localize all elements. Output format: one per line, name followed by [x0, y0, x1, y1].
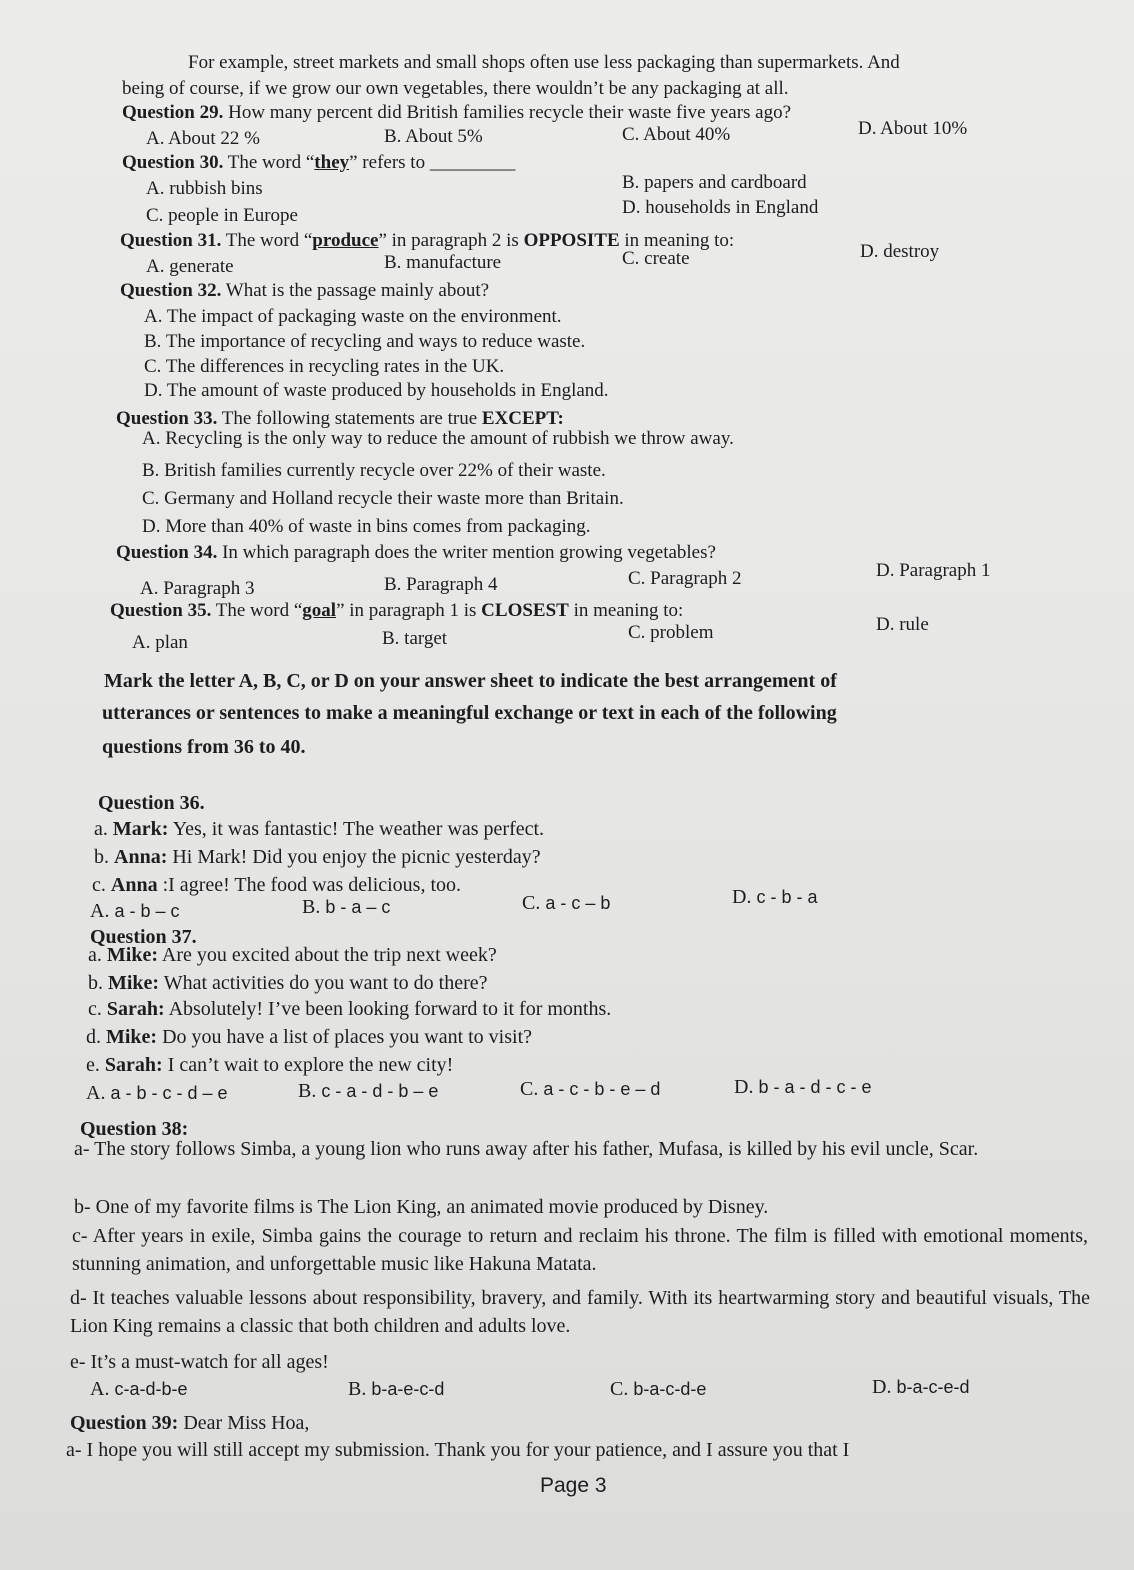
option-letter: D. — [732, 886, 752, 908]
keyword-opposite: OPPOSITE — [523, 230, 620, 251]
q35-option-a: A. plan — [132, 632, 188, 653]
q35-option-b: B. target — [382, 628, 448, 649]
speaker-name: Mike: — [106, 1026, 158, 1048]
option-text: a - c - b - e – d — [538, 1079, 661, 1099]
option-text: b-a-e-c-d — [366, 1379, 445, 1399]
q29-option-d: D. About 10% — [858, 118, 968, 139]
instruction-line-3: questions from 36 to 40. — [102, 736, 306, 758]
q38-option-b — [348, 1378, 444, 1400]
utterance: :I agree! The food was delicious, too. — [157, 874, 462, 896]
q31-option-b: B. manufacture — [384, 252, 502, 273]
question-29 — [122, 102, 791, 124]
option-letter: A. — [86, 1082, 106, 1104]
question-label: Question 32. — [120, 280, 222, 301]
option-text: a - b - c - d – e — [105, 1083, 228, 1103]
option-letter: B. — [302, 896, 321, 918]
keyword-closest: CLOSEST — [481, 600, 569, 621]
question-text-pre: The word “ — [223, 152, 315, 173]
option-letter: C. — [522, 892, 541, 914]
option-letter: A. — [90, 1378, 110, 1400]
option-letter: D. — [872, 1376, 892, 1398]
utterance: Do you have a list of places you want to visit? — [157, 1026, 533, 1048]
speaker-name: Mike: — [108, 972, 160, 994]
q37-option-c — [520, 1078, 660, 1100]
q38-option-d — [872, 1376, 969, 1398]
q36-line-a — [94, 818, 544, 840]
q29-option-b: B. About 5% — [384, 126, 483, 147]
q32-option-a: A. The impact of packaging waste on the environment. — [144, 306, 562, 327]
q37-line-c — [88, 998, 611, 1020]
q38-sentence-d: d- It teaches valuable lessons about responsibility, bravery, and family. With its heartwarming story and beautiful visuals, The Lion King remains a classic that both children and adults love. — [70, 1287, 1090, 1337]
q37-line-e — [86, 1054, 453, 1076]
q33-option-b: B. British families currently recycle over 22% of their waste. — [142, 460, 606, 481]
keyword-produce: produce — [312, 230, 379, 251]
keyword-they: they — [314, 152, 350, 173]
question-label: Question 29. — [122, 102, 224, 123]
option-text: a - c – b — [540, 893, 611, 913]
question-text-post: in meaning to: — [619, 230, 735, 251]
q38-sentence-e: e- It’s a must-watch for all ages! — [70, 1351, 329, 1373]
q37-line-b — [88, 972, 488, 994]
utterance: I can’t wait to explore the new city! — [162, 1054, 454, 1076]
q36-option-a — [90, 900, 179, 922]
instruction-line-2: utterances or sentences to make a meaningful exchange or text in each of the following — [102, 702, 837, 724]
speaker-name: Sarah: — [106, 998, 165, 1020]
q39-sentence-a: a- I hope you will still accept my submission. Thank you for your patience, and I assure you that I — [66, 1439, 850, 1461]
utterance: Are you excited about the trip next week? — [157, 944, 497, 966]
question-text: What is the passage mainly about? — [221, 280, 490, 301]
speaker-name: Anna — [110, 874, 158, 896]
q37-option-b — [298, 1080, 438, 1102]
q34-option-d: D. Paragraph 1 — [876, 560, 991, 581]
item-letter: b. — [94, 846, 114, 868]
option-letter: B. — [348, 1378, 367, 1400]
question-text-pre: The word “ — [211, 600, 303, 621]
question-text-pre: The word “ — [221, 230, 313, 251]
q35-option-c: C. problem — [628, 622, 714, 643]
question-label: Question 35. — [110, 600, 212, 621]
q33-option-d: D. More than 40% of waste in bins comes from packaging. — [142, 516, 591, 537]
q30-option-c: C. people in Europe — [146, 205, 298, 226]
question-36-label: Question 36. — [98, 792, 205, 814]
option-letter: A. — [90, 900, 110, 922]
q37-option-d — [734, 1076, 871, 1098]
option-text: c - a - d - b – e — [316, 1081, 439, 1101]
utterance: What activities do you want to do there? — [159, 972, 488, 994]
intro-line-2: being of course, if we grow our own vegetables, there wouldn’t be any packaging at all. — [122, 78, 789, 99]
q38-option-c — [610, 1378, 706, 1400]
speaker-name: Sarah: — [104, 1054, 163, 1076]
option-text: b-a-c-e-d — [891, 1377, 970, 1397]
question-33 — [116, 408, 564, 430]
question-text-post: in meaning to: — [568, 600, 684, 621]
speaker-name: Mike: — [106, 944, 158, 966]
intro-line-1: For example, street markets and small shops often use less packaging than supermarkets. And — [188, 52, 900, 73]
q32-option-d: D. The amount of waste produced by households in England. — [144, 380, 609, 401]
q32-option-c: C. The differences in recycling rates in the UK. — [144, 356, 505, 377]
question-text-post: ” refers to _________ — [349, 152, 516, 173]
option-letter: D. — [734, 1076, 754, 1098]
keyword-goal: goal — [302, 600, 337, 621]
q32-option-b: B. The importance of recycling and ways to reduce waste. — [144, 331, 586, 352]
question-text: Dear Miss Hoa, — [178, 1412, 310, 1434]
item-letter: a. — [88, 944, 107, 966]
item-letter: a. — [94, 818, 113, 840]
q30-option-d: D. households in England — [622, 197, 819, 218]
q30-option-a: A. rubbish bins — [146, 178, 263, 199]
q34-option-b: B. Paragraph 4 — [384, 574, 498, 595]
question-text-mid: ” in paragraph 1 is — [336, 600, 482, 621]
question-label: Question 39: — [70, 1412, 179, 1434]
option-letter: C. — [610, 1378, 629, 1400]
question-35 — [110, 600, 683, 622]
option-text: b - a - d - c - e — [753, 1077, 872, 1097]
q34-option-a: A. Paragraph 3 — [140, 578, 255, 599]
q36-option-d — [732, 886, 817, 908]
q37-option-a — [86, 1082, 228, 1104]
option-text: b - a – c — [320, 897, 391, 917]
q38-sentence-c: c- After years in exile, Simba gains the courage to return and reclaim his throne. The film is filled with emotional moments, stunning animation, and unforgettable music like Hakuna Matata. — [72, 1225, 1088, 1275]
option-letter: B. — [298, 1080, 317, 1102]
item-letter: e. — [86, 1054, 105, 1076]
q29-option-a: A. About 22 % — [146, 128, 260, 149]
question-text: In which paragraph does the writer mention growing vegetables? — [217, 542, 716, 563]
q36-line-c — [92, 874, 461, 896]
utterance: Absolutely! I’ve been looking forward to it for months. — [164, 998, 612, 1020]
q37-line-a — [88, 944, 497, 966]
option-letter: C. — [520, 1078, 539, 1100]
instruction-line-1: Mark the letter A, B, C, or D on your answer sheet to indicate the best arrangement of — [104, 670, 837, 692]
option-text: b-a-c-d-e — [628, 1379, 707, 1399]
question-text: How many percent did British families recycle their waste five years ago? — [223, 102, 792, 123]
q31-option-c: C. create — [622, 248, 690, 269]
q38-sentence-b: b- One of my favorite films is The Lion King, an animated movie produced by Disney. — [74, 1196, 769, 1218]
q37-line-d — [86, 1026, 532, 1048]
question-label: Question 31. — [120, 230, 222, 251]
q30-option-b: B. papers and cardboard — [622, 172, 807, 193]
q36-option-b — [302, 896, 390, 918]
q29-option-c: C. About 40% — [622, 124, 731, 145]
question-text-mid: ” in paragraph 2 is — [378, 230, 524, 251]
item-letter: b. — [88, 972, 108, 994]
question-34 — [116, 542, 716, 564]
utterance: Yes, it was fantastic! The weather was perfect. — [168, 818, 545, 840]
question-30 — [122, 152, 515, 174]
q33-option-a: A. Recycling is the only way to reduce the amount of rubbish we throw away. — [142, 428, 734, 449]
question-label: Question 33. — [116, 408, 218, 429]
q36-option-c — [522, 892, 610, 914]
q38-option-a — [90, 1378, 187, 1400]
q38-sentence-a: a- The story follows Simba, a young lion who runs away after his father, Mufasa, is killed by his evil uncle, Scar. — [74, 1138, 979, 1160]
q34-option-c: C. Paragraph 2 — [628, 568, 742, 589]
q31-option-a: A. generate — [146, 256, 234, 277]
item-letter: d. — [86, 1026, 106, 1048]
utterance: Hi Mark! Did you enjoy the picnic yesterday? — [167, 846, 541, 868]
speaker-name: Mark: — [112, 818, 169, 840]
question-label: Question 30. — [122, 152, 224, 173]
item-letter: c. — [88, 998, 107, 1020]
speaker-name: Anna: — [114, 846, 168, 868]
item-letter: c. — [92, 874, 111, 896]
option-text: c-a-d-b-e — [109, 1379, 188, 1399]
keyword-except: EXCEPT: — [481, 408, 564, 429]
page-number: Page 3 — [540, 1474, 607, 1497]
q36-line-b — [94, 846, 541, 868]
q31-option-d: D. destroy — [860, 241, 940, 262]
question-37-label: Question 37. — [90, 926, 197, 948]
question-32 — [120, 280, 489, 302]
question-text: The following statements are true — [217, 408, 482, 429]
question-label: Question 34. — [116, 542, 218, 563]
option-text: c - b - a — [751, 887, 818, 907]
q33-option-c: C. Germany and Holland recycle their waste more than Britain. — [142, 488, 624, 509]
option-text: a - b – c — [109, 901, 180, 921]
question-38-label: Question 38: — [80, 1118, 189, 1140]
question-39 — [70, 1412, 309, 1434]
q35-option-d: D. rule — [876, 614, 929, 635]
